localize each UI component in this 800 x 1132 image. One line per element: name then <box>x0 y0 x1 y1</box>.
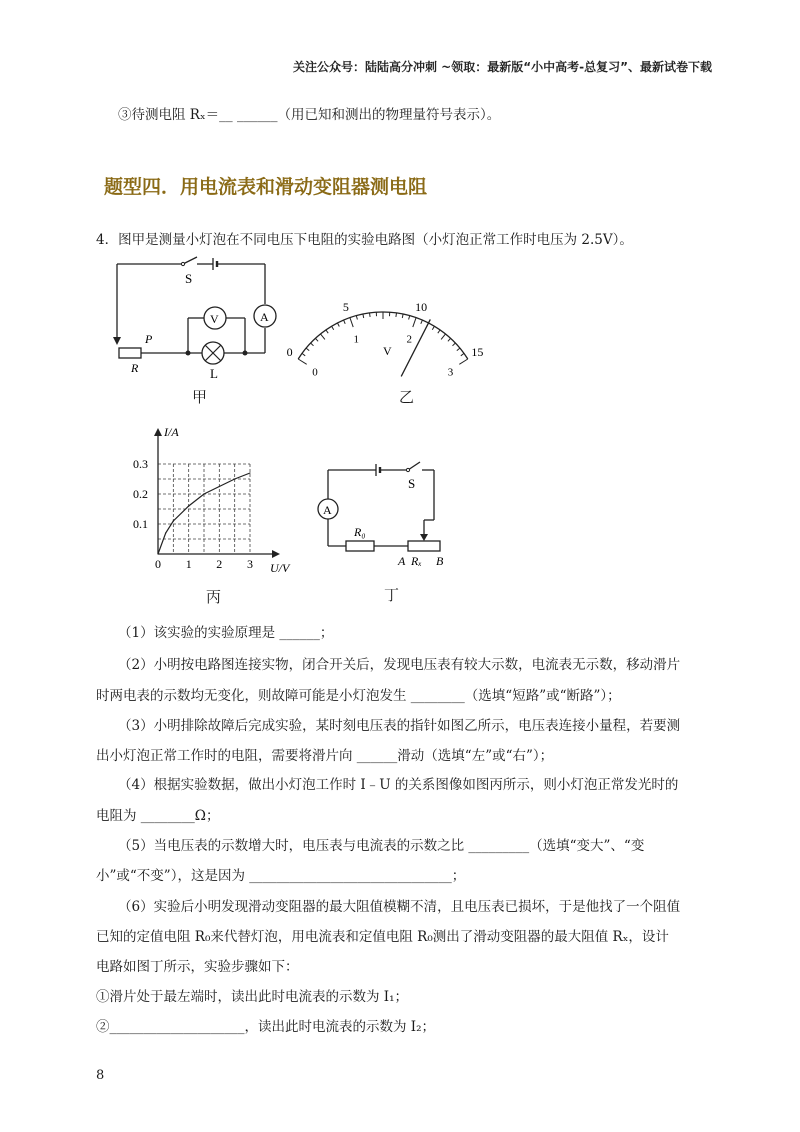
item-5-line-1: （5）当电压表的示数增大时，电压表与电流表的示数之比 _________（选填“变大”、“变 <box>118 838 645 854</box>
end-a-label: A <box>398 554 406 568</box>
dial-tick <box>302 353 305 355</box>
item-4-line-2: 电阻为 ________Ω； <box>96 808 220 824</box>
caption-yi: 乙 <box>399 388 415 406</box>
dial-tick <box>457 348 460 351</box>
step-2: ②____________________，读出此时电流表的示数为 I₂； <box>96 1019 436 1035</box>
iu-point <box>157 553 158 554</box>
prev-marker: ③ <box>118 107 132 123</box>
junction-left <box>186 351 191 356</box>
lamp-label: L <box>210 366 218 381</box>
dial-tick <box>459 359 468 364</box>
y-tick-label-0.3: 0.3 <box>133 457 148 471</box>
slider-arrow <box>113 337 121 345</box>
circuit-diagram-jia <box>105 250 290 380</box>
iu-point <box>173 520 174 521</box>
ammeter-ding-label: A <box>323 503 332 517</box>
rx-symbol <box>408 541 440 551</box>
prev-text: 待测电阻 Rₓ＝__ ______（用已知和测出的物理量符号表示）。 <box>131 107 501 123</box>
dial-tick <box>402 314 403 318</box>
item-2-line-1: （2）小明按电路图连接实物，闭合开关后，发现电压表有较大示数，电流表无示数，移动滑片 <box>118 657 681 673</box>
dial-outer-label-15: 15 <box>471 345 484 360</box>
x-axis-arrow <box>272 550 280 558</box>
circuit-diagram-ding <box>312 456 462 574</box>
prev-item <box>118 103 500 123</box>
caption-bing: 丙 <box>206 588 222 606</box>
caption-jia: 甲 <box>192 388 208 406</box>
dial-tick <box>311 343 314 346</box>
chart-grid <box>158 464 250 554</box>
item-5-line-2: 小”或“不变”），这是因为 ______________________________； <box>96 868 466 884</box>
dial-tick <box>344 320 346 324</box>
switch-ding-label: S <box>408 476 416 491</box>
dial-unit-label: V <box>383 344 392 358</box>
page-header: 关注公众号：陆陆高分冲刺 ~领取：最新版“小中高考-总复习”、最新试卷下载 <box>293 60 712 74</box>
dial-tick <box>356 316 357 320</box>
dial-tick <box>321 334 325 340</box>
slider-label: P <box>145 332 153 346</box>
switch-ding-pivot <box>406 468 409 471</box>
rx-label: Rₓ <box>411 554 422 568</box>
dial-tick <box>315 338 318 341</box>
step-1: ①滑片处于最左端时，读出此时电流表的示数为 I₁； <box>96 989 409 1005</box>
dial-inner-label-3: 3 <box>447 366 454 379</box>
dial-tick <box>326 330 328 333</box>
item-1: （1）该实验的实验原理是 ______； <box>118 625 334 641</box>
junction-right <box>243 351 248 356</box>
rheostat-symbol <box>119 348 141 358</box>
item-2-line-2: 时两电表的示数均无变化，则故障可能是小灯泡发生 ________（选填“短路”或“断路”）； <box>96 688 621 704</box>
x-axis-label: U/V <box>270 561 290 575</box>
voltmeter-label: V <box>210 312 219 326</box>
x-tick-label-1: 1 <box>185 557 192 571</box>
question-stem: 4．图甲是测量小灯泡在不同电压下电阻的实验电路图（小灯泡正常工作时电压为 2.5V）。 <box>96 232 633 248</box>
circuit-ding-wires <box>328 462 434 546</box>
switch-pivot <box>181 262 184 265</box>
y-tick-labels <box>133 457 148 531</box>
y-tick-label-0.2: 0.2 <box>133 487 148 501</box>
x-tick-label-2: 2 <box>216 557 223 571</box>
dial-tick <box>396 313 397 317</box>
dial-inner-label-0: 0 <box>312 366 318 379</box>
iu-point <box>165 532 166 533</box>
dial-tick <box>432 326 434 330</box>
dial-tick <box>306 348 309 351</box>
dial-tick <box>338 323 340 327</box>
dial-tick <box>370 313 371 317</box>
iu-point <box>203 493 204 494</box>
iu-point <box>188 505 189 506</box>
dial-outer-label-0: 0 <box>286 345 293 360</box>
ammeter-label: A <box>260 310 269 324</box>
dial-tick <box>448 338 451 341</box>
dial-tick <box>461 353 464 355</box>
dial-tick <box>453 343 456 346</box>
r0-label: R₀ <box>354 525 366 539</box>
dial-tick <box>441 334 445 340</box>
dial-tick <box>363 314 364 318</box>
page-number: 8 <box>96 1068 105 1083</box>
dial-inner-label-2: 2 <box>406 333 412 346</box>
item-6-line-1: （6）实验后小明发现滑动变阻器的最大阻值模糊不清，且电压表已损坏，于是他找了一个阻值 <box>118 899 681 915</box>
dial-outer-label-10: 10 <box>415 300 428 315</box>
item-3-line-2: 出小灯泡正常工作时的电阻，需要将滑片向 ______滑动（选填“左”或“右”）； <box>96 748 554 764</box>
item-3-line-1: （3）小明排除故障后完成实验，某时刻电压表的指针如图乙所示，电压表连接小量程，若要测 <box>118 718 681 734</box>
x-tick-label-0: 0 <box>155 557 161 571</box>
item-6-line-3: 电路如图丁所示，实验步骤如下： <box>96 959 299 975</box>
end-b-label: B <box>436 554 444 568</box>
dial-tick <box>350 318 353 328</box>
voltmeter-dial-yi <box>286 262 484 379</box>
caption-ding: 丁 <box>384 586 400 604</box>
y-axis-label: I/A <box>164 425 179 439</box>
iu-point <box>234 478 235 479</box>
iu-chart-bing <box>120 422 310 580</box>
item-6-line-2: 已知的定值电阻 R₀来代替灯泡，用电流表和定值电阻 R₀测出了滑动变阻器的最大阻值 Rₓ，设计 <box>96 929 669 945</box>
section-title: 题型四．用电流表和滑动变阻器测电阻 <box>104 176 428 198</box>
dial-tick <box>421 320 423 324</box>
y-axis-arrow <box>154 428 162 436</box>
iu-point <box>219 486 220 487</box>
dial-tick <box>409 316 410 320</box>
dial-tick <box>438 330 440 333</box>
y-tick-label-0.1: 0.1 <box>133 517 148 531</box>
dial-inner-label-1: 1 <box>353 333 359 346</box>
x-tick-label-3: 3 <box>247 557 253 571</box>
switch-label: S <box>185 271 193 286</box>
rheostat-label: R <box>131 361 139 375</box>
iu-point <box>249 472 250 473</box>
r0-symbol <box>346 541 374 551</box>
dial-tick <box>332 326 334 330</box>
x-tick-labels <box>155 557 253 571</box>
dial-outer-label-5: 5 <box>342 300 349 315</box>
item-4-line-1: （4）根据实验数据，做出小灯泡工作时 I﹣U 的关系图像如图丙所示，则小灯泡正常发光时的 <box>118 777 679 793</box>
dial-tick <box>413 318 416 328</box>
dial-tick <box>298 359 307 364</box>
slider-ding-arrow <box>420 534 428 541</box>
dial-needle <box>401 319 430 376</box>
